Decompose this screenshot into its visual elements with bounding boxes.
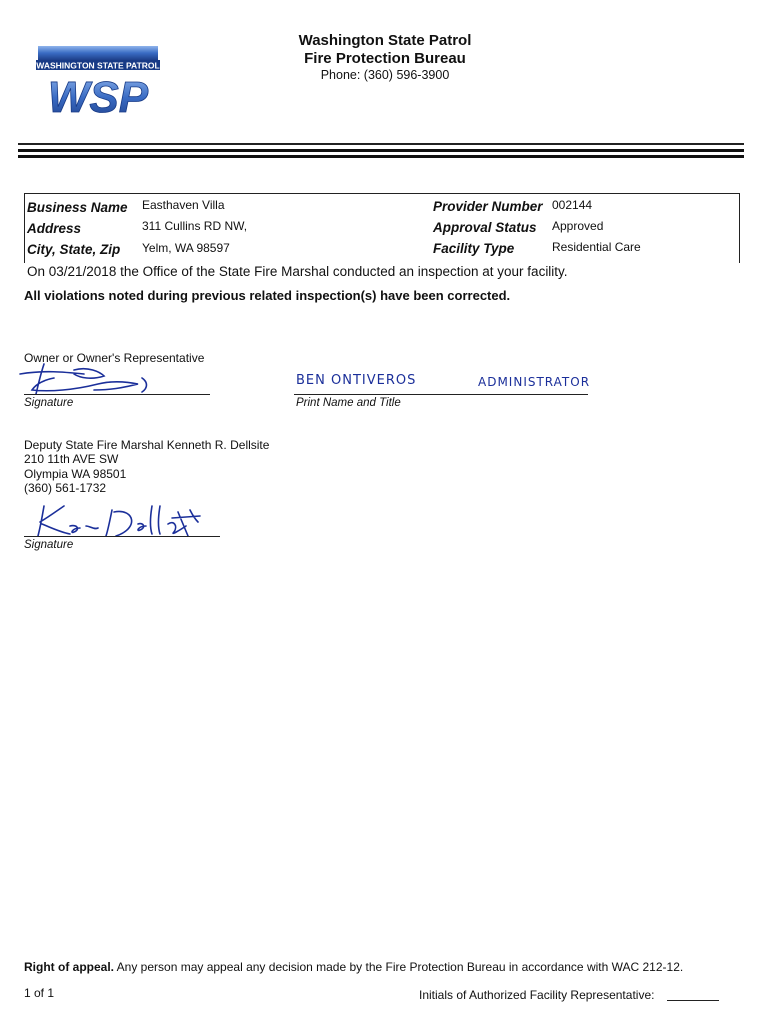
violations-statement: All violations noted during previous related inspection(s) have been corrected. [24,288,511,303]
marshal-street: 210 11th AVE SW [24,452,119,466]
marshal-city: Olympia WA 98501 [24,467,127,481]
print-name-label: Print Name and Title [296,397,401,409]
printed-title-handwritten: ADMINISTRATOR [478,375,591,389]
svg-text:WASHINGTON STATE PATROL: WASHINGTON STATE PATROL [36,60,160,71]
city-state-zip-label: City, State, Zip [27,242,121,257]
approval-status-label: Approval Status [433,220,537,235]
marshal-signature-label: Signature [24,539,74,551]
initials-label: Initials of Authorized Facility Representative: [419,988,655,1002]
provider-number-value: 002144 [552,198,593,212]
bureau-name: Fire Protection Bureau [304,50,466,67]
agency-name: Washington State Patrol [298,32,472,49]
marshal-name: Deputy State Fire Marshal Kenneth R. Dellsite [24,438,270,452]
print-name-line [294,394,588,395]
right-of-appeal-heading: Right of appeal. [24,960,114,974]
provider-number-label: Provider Number [433,199,543,214]
initials-line [667,1000,719,1001]
svg-text:WSP: WSP [47,73,149,116]
facility-type-label: Facility Type [433,241,515,256]
address-label: Address [27,221,82,236]
header-rule-top [18,143,744,145]
owner-heading: Owner or Owner's Representative [24,351,205,365]
right-of-appeal-text: Any person may appeal any decision made by the Fire Protection Bureau in accordance with WAC 212-12. [114,960,684,974]
approval-status-value: Approved [552,219,604,233]
owner-signature-label: Signature [24,397,74,409]
header-rule-bottom [18,155,744,158]
header-rule-middle [18,149,744,152]
city-state-zip-value: Yelm, WA 98597 [142,241,230,255]
printed-name-handwritten: BEN ONTIVEROS [296,373,417,388]
marshal-signature-line [24,536,220,537]
owner-signature-line [24,394,210,395]
business-name-label: Business Name [27,200,128,215]
marshal-signature [30,500,210,540]
inspection-statement: On 03/21/2018 the Office of the State Fire Marshal conducted an inspection at your facility. [27,264,568,279]
right-of-appeal [24,960,683,974]
bureau-phone: Phone: (360) 596-3900 [320,68,450,82]
marshal-phone: (360) 561-1732 [24,481,107,495]
address-value: 311 Cullins RD NW, [142,219,248,233]
business-name-value: Easthaven Villa [142,198,225,212]
facility-type-value: Residential Care [552,240,641,254]
page-number: 1 of 1 [24,986,55,1000]
